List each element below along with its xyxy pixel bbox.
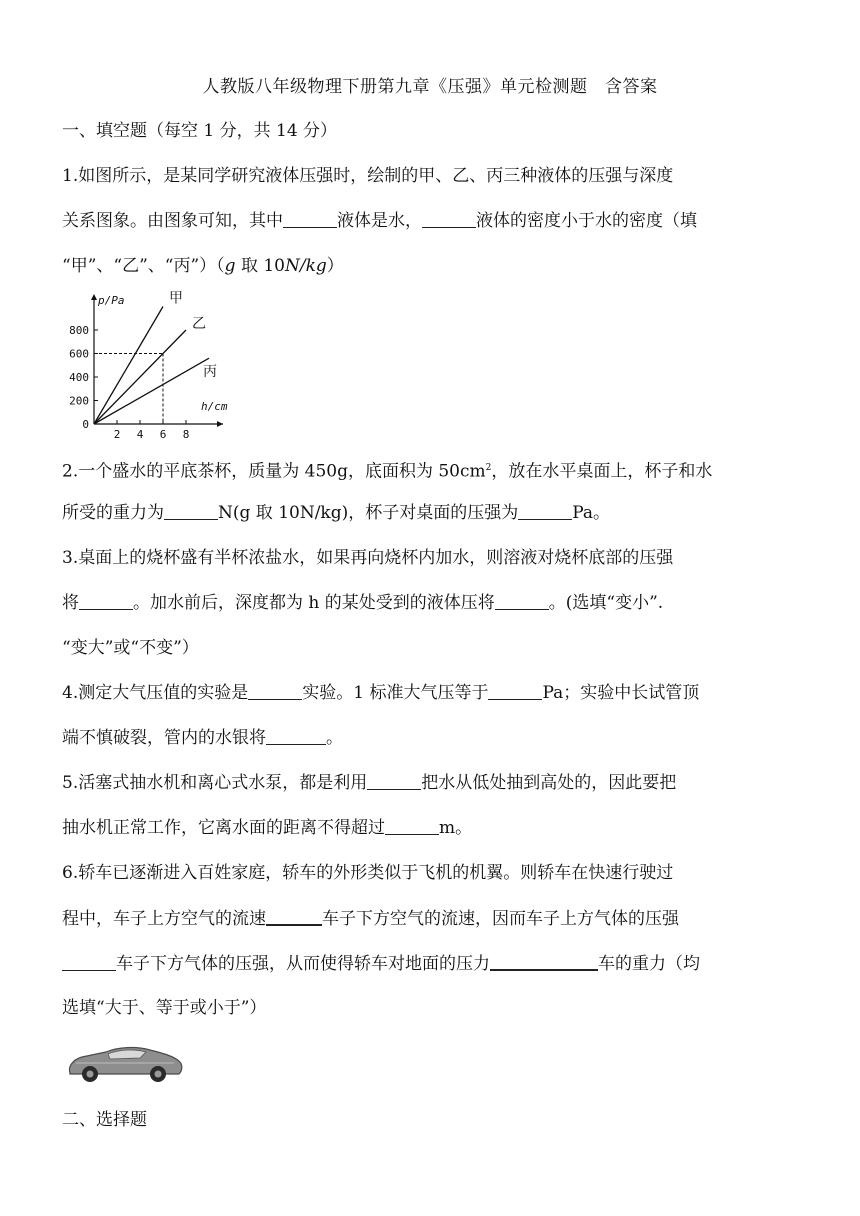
q5-text: 把水从低处抽到高处的，因此要把 (421, 773, 677, 793)
q2-text: N(g 取 10N/kg)，杯子对桌面的压强为 (218, 503, 519, 523)
y-tick-label: 400 (69, 371, 89, 384)
q3-text: 。(选填“变小”. (548, 593, 664, 613)
q1-text: 液体的密度小于水的密度（填 (476, 211, 697, 231)
y-tick-label: 600 (69, 347, 89, 361)
answer-blank[interactable] (62, 952, 116, 971)
q6-text: 程中，车子上方空气的流速 (62, 909, 266, 929)
q2-superscript: 2 (485, 463, 492, 473)
q6-line-4: 选填“大于、等于或小于”） (62, 998, 267, 1018)
y-tick-label: 800 (69, 324, 89, 337)
q5-line-1 (62, 771, 802, 795)
q3-line-2 (62, 591, 802, 615)
q4-line-1 (62, 681, 802, 705)
answer-blank[interactable] (164, 501, 218, 520)
answer-blank[interactable] (422, 209, 476, 228)
x-tick-label: 6 (159, 428, 167, 440)
q6-text: 车的重力（均 (598, 954, 700, 974)
q2-text: 2.一个盛水的平底茶杯，质量为 450g，底面积为 50cm (62, 461, 486, 482)
x-axis-label: h/cm (201, 400, 228, 413)
series-line-3 (94, 358, 209, 424)
q4-line-2 (62, 726, 802, 750)
answer-blank[interactable] (283, 209, 337, 228)
answer-blank[interactable] (488, 681, 542, 700)
y-axis-label: p/Pa (98, 294, 125, 307)
y-tick-label: 0 (82, 418, 89, 431)
q1-line-3 (62, 254, 802, 278)
x-tick-label: 2 (113, 428, 121, 440)
page-title: 人教版八年级物理下册第九章《压强》单元检测题 含答案 (202, 77, 658, 97)
x-axis-arrow (217, 421, 223, 427)
q6-line-3 (62, 951, 802, 976)
q1-line-1: 1.如图所示，是某同学研究液体压强时，绘制的甲、乙、丙三种液体的压强与深度 (62, 166, 674, 186)
q6-line-1: 6.轿车已逐渐进入百姓家庭，轿车的外形类似于飞机的机翼。则轿车在快速行驶过 (62, 863, 674, 883)
q4-text: Pa；实验中长试管顶 (542, 683, 700, 703)
q3-line-3: “变大”或“不变”） (62, 638, 199, 658)
q2-text: 所受的重力为 (62, 503, 164, 523)
q5-line-2 (62, 816, 802, 840)
q1-unit: N/kg (285, 256, 327, 276)
q1-text: 液体是水， (337, 211, 422, 231)
q1-text: 取 10 (235, 256, 285, 276)
q5-text: 抽水机正常工作，它离水面的距离不得超过 (62, 818, 385, 838)
q3-text: 将 (62, 593, 79, 613)
series-line-1 (94, 307, 163, 425)
q2-line-1 (62, 456, 802, 484)
series-line-2 (94, 330, 186, 424)
answer-blank[interactable] (248, 681, 302, 700)
section-heading-fill-blank: 一、填空题（每空 1 分，共 14 分） (62, 121, 338, 141)
q3-text: 。加水前后，深度都为 h 的某处受到的液体压将 (133, 593, 495, 613)
y-axis-arrow (91, 294, 97, 300)
q2-line-2 (62, 501, 802, 525)
answer-blank[interactable] (79, 591, 133, 610)
answer-blank[interactable] (266, 906, 322, 926)
q4-text: 实验。1 标准大气压等于 (302, 683, 489, 703)
series-label: 丙 (203, 364, 217, 381)
series-label: 甲 (169, 290, 183, 307)
q3-line-1: 3.桌面上的烧杯盛有半杯浓盐水，如果再向烧杯内加水，则溶液对烧杯底部的压强 (62, 548, 674, 568)
x-tick-label: 4 (136, 428, 144, 440)
q4-text: 端不慎破裂，管内的水银将 (62, 728, 266, 748)
q4-text: 。 (326, 728, 343, 748)
answer-blank[interactable] (385, 816, 439, 835)
q2-text: ，放在水平桌面上，杯子和水 (491, 461, 713, 482)
q2-text: Pa。 (572, 503, 611, 523)
car-illustration (66, 1043, 184, 1083)
q6-text: 车子下方气体的压强，从而使得轿车对地面的压力 (116, 954, 490, 974)
q5-text: m。 (439, 818, 473, 838)
q1-text: “甲”、“乙”、“丙”）（ (62, 256, 225, 276)
section-heading-multiple-choice: 二、选择题 (62, 1110, 147, 1130)
q1-line-2 (62, 209, 802, 233)
q6-line-2 (62, 906, 802, 931)
q5-text: 5.活塞式抽水机和离心式水泵，都是利用 (62, 773, 368, 793)
q1-g-symbol: g (224, 256, 236, 276)
x-tick-label: 8 (182, 428, 190, 440)
answer-blank[interactable] (495, 591, 549, 610)
y-tick-label: 200 (69, 394, 89, 408)
q1-text: 关系图象。由图象可知，其中 (62, 211, 283, 231)
pressure-depth-chart (58, 290, 268, 440)
answer-blank[interactable] (518, 501, 572, 520)
q6-text: 车子下方空气的流速，因而车子上方气体的压强 (322, 909, 679, 929)
q4-text: 4.测定大气压值的实验是 (62, 683, 249, 703)
answer-blank[interactable] (490, 951, 598, 971)
q1-text: ） (326, 256, 344, 276)
series-label: 乙 (192, 316, 206, 332)
answer-blank[interactable] (266, 726, 326, 745)
answer-blank[interactable] (367, 771, 421, 790)
